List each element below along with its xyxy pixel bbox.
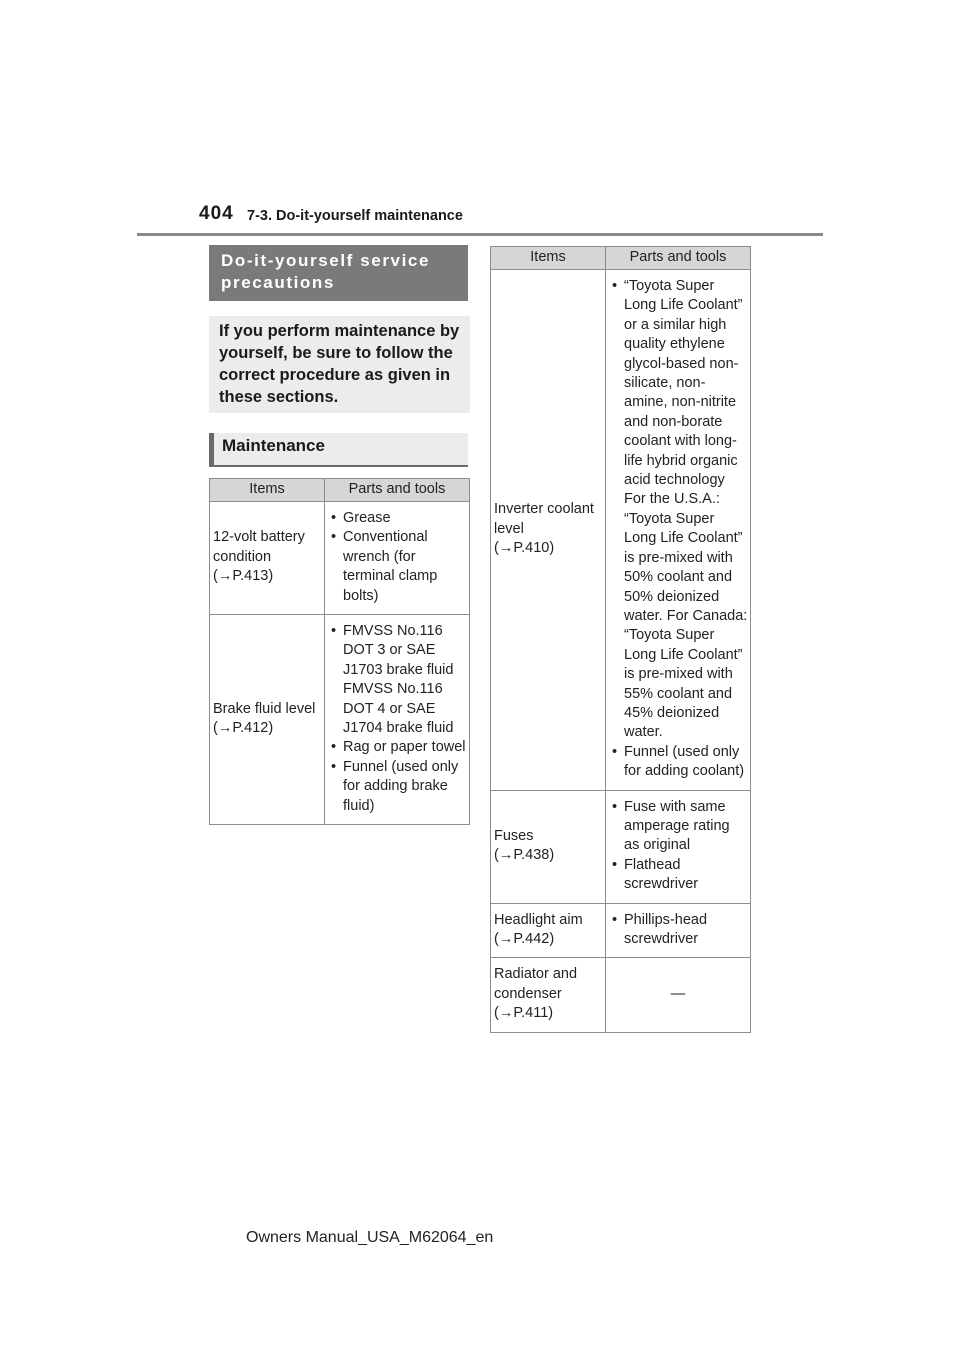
- list-item: • Phillips-head screwdriver: [610, 911, 748, 950]
- list-item: • Fuse with same amperage rating as original: [610, 798, 748, 856]
- item-name: Inverter coolant level: [494, 501, 594, 537]
- maintenance-heading: Maintenance: [209, 433, 468, 467]
- item-cell: [210, 502, 325, 615]
- tools-list: [610, 911, 748, 950]
- parts-column-header: Parts and tools: [325, 479, 470, 502]
- precautions-banner: Do-it-yourself service precautions: [209, 245, 468, 301]
- tools-list: [610, 798, 748, 895]
- page-reference: (→P.413): [213, 568, 274, 585]
- table-row: [210, 502, 470, 615]
- page-number: 404: [199, 203, 234, 224]
- table-row: [491, 958, 751, 1032]
- footer-text: Owners Manual_USA_M62064_en: [246, 1229, 494, 1246]
- parts-column-header: Parts and tools: [606, 247, 751, 270]
- tools-cell: [325, 502, 470, 615]
- item-cell: [491, 790, 606, 903]
- item-cell: [491, 958, 606, 1032]
- tools-cell: [606, 903, 751, 958]
- section-title: 7-3. Do-it-yourself maintenance: [247, 208, 463, 224]
- items-column-header: Items: [491, 247, 606, 270]
- intro-box: If you perform maintenance by yourself, be sure to follow the correct procedure as given in these sections.: [209, 316, 470, 413]
- list-item: • Conventional wrench (for terminal clamp bolts): [329, 528, 467, 606]
- tools-cell-empty: —: [606, 958, 751, 1032]
- list-item: • Funnel (used only for adding coolant): [610, 743, 748, 782]
- list-item: • Rag or paper towel: [329, 738, 467, 757]
- tools-list: [329, 509, 467, 606]
- table-header-row: [491, 247, 751, 270]
- list-item: • Flathead screwdriver: [610, 856, 748, 895]
- page-reference: (→P.411): [494, 1005, 554, 1022]
- table-row: [491, 790, 751, 903]
- page-reference: (→P.438): [494, 847, 555, 864]
- tools-cell: [606, 790, 751, 903]
- tools-list: [610, 277, 748, 782]
- item-cell: [491, 903, 606, 958]
- item-cell: [210, 615, 325, 825]
- item-name: Headlight aim: [494, 911, 583, 928]
- item-name: Brake fluid level: [213, 700, 316, 717]
- item-name: Radiator and condenser: [494, 966, 578, 1002]
- table-row: [491, 903, 751, 958]
- items-column-header: Items: [210, 479, 325, 502]
- table-row: [210, 615, 470, 825]
- page-reference: (→P.412): [213, 720, 274, 737]
- page-reference: (→P.410): [494, 539, 555, 556]
- maintenance-table-right: [490, 246, 751, 1033]
- page-reference: (→P.442): [494, 931, 555, 947]
- list-item: • “Toyota Super Long Life Coolant” or a similar high quality ethylene glycol-based non-silicate, non-amine, non-nitrite and non-borate coolant with long-life hybrid organic acid technology For the U.S.A.: “Toyota Super Long Life Coolant” is pre-mixed with 50% coolant and 50% deionized water. For Canada: “Toyota Super Long Life Coolant” is pre-mixed with 55% coolant and 45% deionized water.: [610, 277, 748, 743]
- tools-list: [329, 622, 467, 816]
- table-header-row: [210, 479, 470, 502]
- maintenance-table-left: [209, 478, 470, 825]
- item-name: 12-volt battery condition: [213, 529, 305, 565]
- tools-cell: [606, 270, 751, 791]
- header-rule: [137, 233, 823, 236]
- list-item: • Funnel (used only for adding brake fluid): [329, 758, 467, 816]
- tools-cell: [325, 615, 470, 825]
- list-item: • Grease: [329, 509, 467, 528]
- item-cell: [491, 270, 606, 791]
- item-name: Fuses: [494, 827, 534, 844]
- list-item: • FMVSS No.116 DOT 3 or SAE J1703 brake fluid FMVSS No.116 DOT 4 or SAE J1704 brake fluid: [329, 622, 467, 738]
- table-row: [491, 270, 751, 791]
